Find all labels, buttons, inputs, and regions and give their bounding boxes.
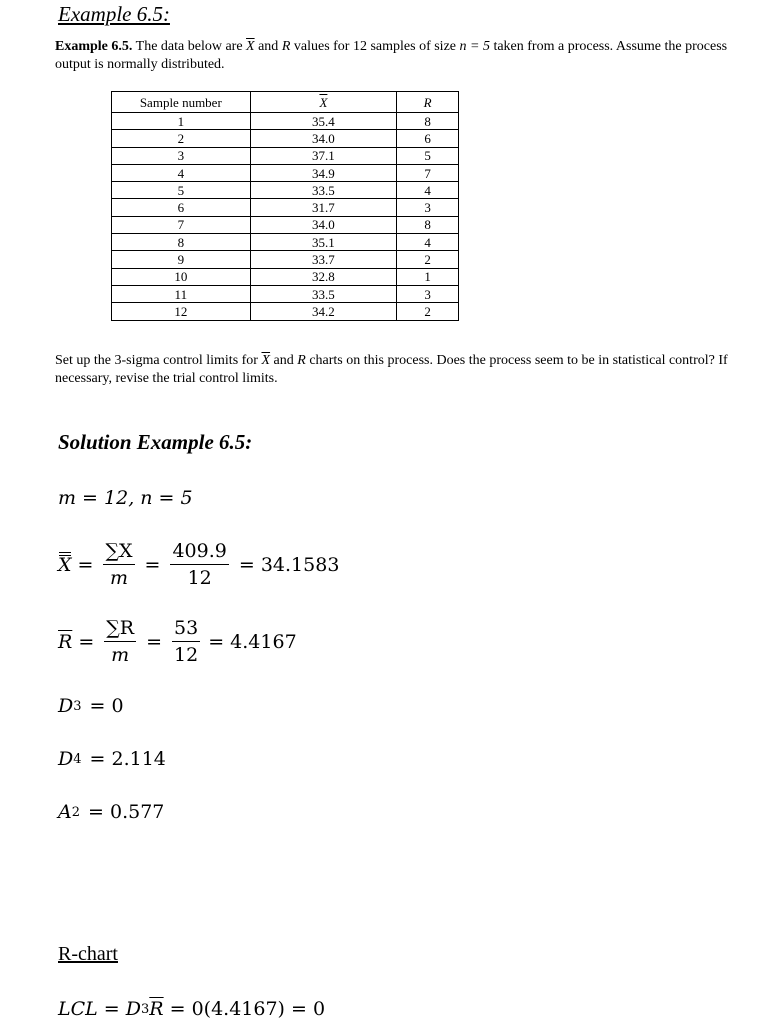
header-sample-number: Sample number	[112, 92, 251, 113]
question-text-c: charts on this process. Does the process seem to be in statistical control? If necessary, revise the trial control limits.	[55, 353, 728, 386]
xbarbar-symbol: X	[58, 553, 72, 576]
xbar-cell: 34.9	[250, 164, 397, 181]
sample-number-cell: 12	[112, 303, 251, 320]
rbar-result: = 4.4167	[208, 630, 297, 653]
r-cell: 2	[397, 251, 459, 268]
equation-d3: D 3 = 0	[58, 695, 124, 717]
xbar-cell: 34.0	[250, 130, 397, 147]
problem-statement	[55, 38, 735, 74]
rbar-symbol: $\overline{R}$	[58, 630, 73, 653]
problem-text-d: taken from a process. Assume the process output is normally distributed.	[55, 39, 728, 72]
xbar-cell: 35.1	[250, 234, 397, 251]
sample-number-cell: 1	[112, 113, 251, 130]
table-row	[112, 234, 459, 251]
xbarbar-fraction-2: $\frac{409.9}{12}$	[172, 540, 227, 589]
r-cell: 7	[397, 164, 459, 181]
table-row	[112, 285, 459, 302]
r-cell: 4	[397, 182, 459, 199]
r-cell: 6	[397, 130, 459, 147]
solution-title: Solution Example 6.5:	[58, 430, 253, 454]
table-row	[112, 130, 459, 147]
rbar-fraction-2: $\frac{53}{12}$	[174, 617, 199, 666]
header-r: R	[397, 92, 459, 113]
xbarbar-fraction-1: $\frac{\sum X}{m}$	[105, 540, 133, 589]
r-cell: 3	[397, 285, 459, 302]
table-row	[112, 268, 459, 285]
example-heading: Example 6.5:	[58, 2, 170, 26]
equation-lcl: LCL = D 3 $\overline{R}$ = 0(4.4167) = 0	[58, 998, 326, 1020]
sample-number-cell: 9	[112, 251, 251, 268]
rbar-fraction-1: $\frac{\sum R}{m}$	[106, 617, 135, 666]
problem-r: R	[281, 39, 291, 54]
r-cell: 8	[397, 216, 459, 233]
sample-number-cell: 10	[112, 268, 251, 285]
problem-text-c: values for 12 samples of size	[293, 39, 456, 54]
xbar-cell: 33.7	[250, 251, 397, 268]
problem-label: Example 6.5.	[55, 39, 133, 54]
xbarbar-result: = 34.1583	[238, 553, 340, 576]
sample-number-cell: 5	[112, 182, 251, 199]
problem-text-b: and	[258, 39, 279, 54]
r-cell: 5	[397, 147, 459, 164]
problem-text-a: The data below are	[135, 39, 243, 54]
question-r: R	[297, 353, 306, 368]
equation-rbar: $\overline{R}$ = $\frac{\sum R}{m}$ = $\frac{53}{12}$ = 4.4167	[58, 617, 297, 666]
equation-d4: D 4 = 2.114	[58, 748, 166, 770]
sample-number-cell: 7	[112, 216, 251, 233]
xbar-cell: 33.5	[250, 285, 397, 302]
equation-a2: A 2 = 0.577	[58, 801, 165, 823]
sample-number-cell: 8	[112, 234, 251, 251]
table-row	[112, 182, 459, 199]
samples-table	[111, 91, 459, 321]
question-text-a: Set up the 3-sigma control limits for	[55, 353, 258, 368]
problem-n: n = 5	[459, 39, 490, 54]
sample-number-cell: 4	[112, 164, 251, 181]
table-row	[112, 216, 459, 233]
sample-number-cell: 6	[112, 199, 251, 216]
equation-xbarbar: X = $\frac{\sum X}{m}$ = $\frac{409.9}{12}$ = 34.1583	[58, 540, 340, 589]
xbar-cell: 35.4	[250, 113, 397, 130]
r-cell: 8	[397, 113, 459, 130]
sample-number-cell: 2	[112, 130, 251, 147]
r-cell: 3	[397, 199, 459, 216]
table-row	[112, 251, 459, 268]
table-header-row	[112, 92, 459, 113]
r-chart-heading: R-chart	[58, 943, 118, 965]
table-row	[112, 113, 459, 130]
question-xbar: $\overline{X}$	[261, 353, 271, 368]
sample-number-cell: 11	[112, 285, 251, 302]
table-row	[112, 147, 459, 164]
xbar-cell: 34.0	[250, 216, 397, 233]
xbar-cell: 31.7	[250, 199, 397, 216]
xbar-cell: 37.1	[250, 147, 397, 164]
question-text-b: and	[273, 353, 294, 368]
sample-number-cell: 3	[112, 147, 251, 164]
equation-m-n: m = 12, n = 5	[58, 487, 193, 509]
table-row	[112, 164, 459, 181]
problem-xbar: $\overline{X}$	[246, 39, 255, 54]
question-text	[55, 352, 745, 388]
r-cell: 4	[397, 234, 459, 251]
xbar-cell: 33.5	[250, 182, 397, 199]
table-row	[112, 303, 459, 320]
header-xbar: $\overline{X}$	[250, 92, 397, 113]
table-row	[112, 199, 459, 216]
xbar-cell: 34.2	[250, 303, 397, 320]
xbar-cell: 32.8	[250, 268, 397, 285]
r-cell: 1	[397, 268, 459, 285]
r-cell: 2	[397, 303, 459, 320]
